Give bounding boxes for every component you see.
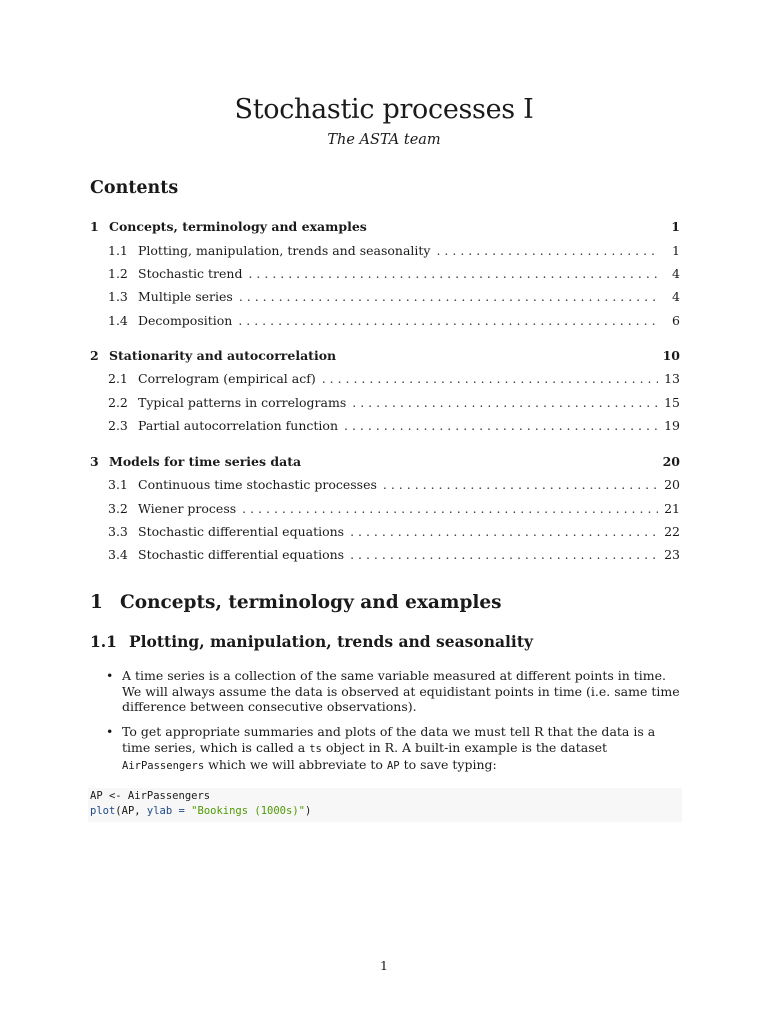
- toc-page-number: 13: [664, 371, 680, 386]
- toc-leader-dots: [239, 289, 660, 304]
- toc-subsection-entry[interactable]: [108, 243, 680, 263]
- toc-number: 1.2: [108, 266, 128, 281]
- section-number: 1: [90, 592, 103, 613]
- text-run: object in R. A built-in example is the dataset: [321, 739, 608, 755]
- document-title: Stochastic processes I: [234, 94, 534, 125]
- toc-page-number: 4: [672, 289, 680, 304]
- toc-number: 3.4: [108, 547, 128, 562]
- bullet-icon: •: [106, 724, 114, 739]
- toc-subsection-entry[interactable]: [108, 477, 680, 497]
- toc-leader-dots: [383, 477, 658, 492]
- subsection-title: Plotting, manipulation, trends and seasonality: [129, 632, 533, 651]
- toc-page-number: 15: [664, 395, 680, 410]
- contents-heading: Contents: [90, 178, 179, 198]
- toc-page-number: 22: [664, 524, 680, 539]
- inline-code: AP: [386, 760, 400, 772]
- subsection-heading: [90, 632, 533, 651]
- text-run: To get appropriate summaries and plots of the data we must tell R that the data is a time series, which is called a: [122, 724, 656, 755]
- toc-label: Stochastic differential equations: [138, 524, 345, 539]
- toc-label: Correlogram (empirical acf): [138, 371, 316, 386]
- toc-number: 2.2: [108, 395, 128, 410]
- code-text: ): [304, 805, 312, 817]
- toc-subsection-entry[interactable]: [108, 266, 680, 286]
- toc-section-entry[interactable]: [90, 219, 680, 239]
- toc-label: Multiple series: [138, 289, 233, 304]
- toc-subsection-entry[interactable]: [108, 418, 680, 438]
- toc-leader-dots: [436, 243, 660, 258]
- toc-page-number: 1: [672, 243, 680, 258]
- bullet-icon: •: [106, 668, 114, 683]
- toc-number: 1.4: [108, 313, 128, 328]
- text-run: which we will abbreviate to: [204, 757, 387, 772]
- toc-page-number: 10: [662, 348, 680, 363]
- section-title: Concepts, terminology and examples: [120, 592, 502, 613]
- toc-subsection-entry[interactable]: [108, 395, 680, 415]
- toc-subsection-entry[interactable]: [108, 524, 680, 544]
- toc-page-number: 6: [672, 313, 680, 328]
- toc-label: Wiener process: [138, 501, 237, 516]
- toc-subsection-entry[interactable]: [108, 371, 680, 391]
- toc-section-entry[interactable]: [90, 348, 680, 368]
- toc-leader-dots: [344, 418, 658, 433]
- code-function: plot: [90, 805, 116, 817]
- toc-page-number: 4: [672, 266, 680, 281]
- bullet-text: [122, 724, 680, 775]
- toc-page-number: 20: [664, 477, 680, 492]
- toc-leader-dots: [322, 371, 658, 386]
- subsection-number: 1.1: [90, 632, 117, 651]
- toc-label: Plotting, manipulation, trends and seasonality: [138, 243, 431, 258]
- toc-leader-dots: [242, 501, 658, 516]
- toc-number: 3.1: [108, 477, 128, 492]
- toc-label: Stationarity and autocorrelation: [109, 348, 337, 363]
- toc-number: 1: [90, 219, 99, 234]
- toc-label: Models for time series data: [109, 454, 302, 469]
- toc-label: Stochastic trend: [138, 266, 243, 281]
- code-string: "Bookings (1000s)": [191, 805, 305, 817]
- toc-label: Concepts, terminology and examples: [109, 219, 367, 234]
- toc-number: 3.3: [108, 524, 128, 539]
- toc-subsection-entry[interactable]: [108, 501, 680, 521]
- toc-page-number: 1: [671, 219, 680, 234]
- toc-number: 3.2: [108, 501, 128, 516]
- toc-number: 2: [90, 348, 99, 363]
- document-author: The ASTA team: [327, 132, 441, 148]
- toc-page-number: 20: [662, 454, 680, 469]
- toc-label: Partial autocorrelation function: [138, 418, 338, 433]
- toc-section-entry[interactable]: [90, 454, 680, 474]
- page-number: 1: [380, 958, 388, 973]
- inline-code: AirPassengers: [122, 760, 205, 772]
- inline-code: ts: [309, 742, 322, 755]
- toc-page-number: 19: [664, 418, 680, 433]
- toc-label: Continuous time stochastic processes: [138, 477, 377, 492]
- toc-leader-dots: [352, 395, 658, 410]
- toc-leader-dots: [238, 313, 660, 328]
- toc-leader-dots: [248, 266, 660, 281]
- toc-number: 2.3: [108, 418, 128, 433]
- toc-page-number: 23: [664, 547, 680, 562]
- text-run: to save typing:: [399, 757, 497, 772]
- section-heading: [90, 592, 502, 613]
- code-line: AP <- AirPassengers: [90, 790, 211, 802]
- toc-number: 1.3: [108, 289, 128, 304]
- toc-number: 3: [90, 454, 99, 469]
- code-block: [88, 788, 682, 822]
- bullet-text: A time series is a collection of the same variable measured at different points in time. We will always assume the data is observed at equidistant points in time (i.e. same time difference between consecutive observations).: [122, 668, 680, 714]
- toc-label: Typical patterns in correlograms: [138, 395, 347, 410]
- toc-subsection-entry[interactable]: [108, 547, 680, 567]
- toc-number: 1.1: [108, 243, 128, 258]
- toc-label: Decomposition: [138, 313, 233, 328]
- toc-subsection-entry[interactable]: [108, 289, 680, 309]
- toc-page-number: 21: [664, 501, 680, 516]
- toc-number: 2.1: [108, 371, 128, 386]
- toc-label: Stochastic differential equations: [138, 547, 345, 562]
- toc-leader-dots: [350, 524, 658, 539]
- code-text: (AP,: [115, 805, 147, 817]
- code-argument: ylab =: [146, 805, 185, 817]
- code-line: [90, 804, 311, 819]
- toc-subsection-entry[interactable]: [108, 313, 680, 333]
- toc-leader-dots: [350, 547, 658, 562]
